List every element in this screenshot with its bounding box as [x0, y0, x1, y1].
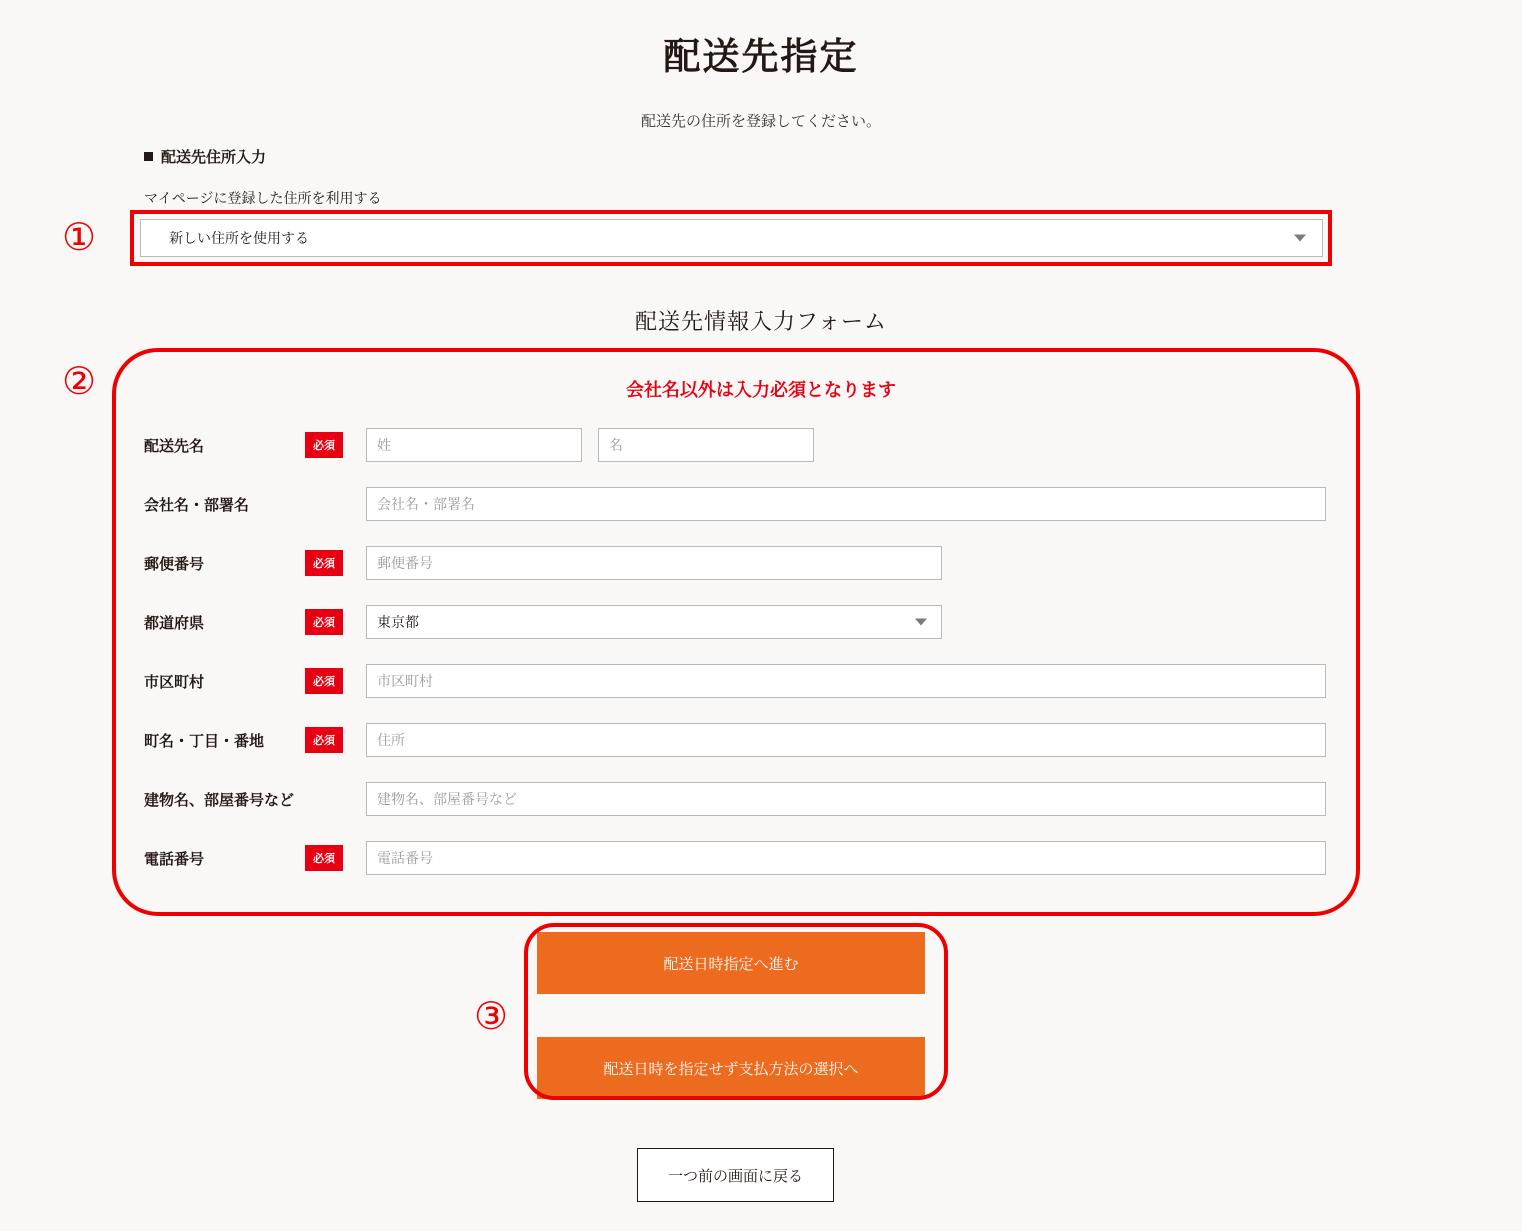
form-title: 配送先情報入力フォーム	[635, 309, 887, 334]
chevron-down-icon	[1294, 235, 1306, 242]
shipping-address-form	[144, 424, 1344, 896]
section-heading	[144, 146, 266, 167]
last-name-input[interactable]: 姓	[366, 428, 582, 462]
address-select[interactable]	[140, 219, 1323, 257]
company-input[interactable]: 会社名・部署名	[366, 487, 1326, 521]
form-row-company	[144, 483, 1344, 542]
address-select-value: 新しい住所を使用する	[169, 230, 309, 246]
row-label: 電話番号	[144, 851, 205, 868]
back-button[interactable]: 一つ前の画面に戻る	[637, 1148, 834, 1202]
form-row-recipient-name	[144, 424, 1344, 483]
prefecture-select[interactable]	[366, 605, 942, 639]
postal-code-input[interactable]: 郵便番号	[366, 546, 942, 580]
required-note: 会社名以外は入力必須となります	[626, 380, 896, 400]
row-label: 郵便番号	[144, 556, 205, 573]
required-badge: 必須	[305, 609, 343, 635]
form-row-phone	[144, 837, 1344, 896]
chevron-down-icon	[915, 619, 927, 626]
form-row-postal-code	[144, 542, 1344, 601]
phone-input[interactable]: 電話番号	[366, 841, 1326, 875]
page-title: 配送先指定	[663, 36, 859, 77]
form-row-street	[144, 719, 1344, 778]
annotation-marker-1: ①	[62, 215, 97, 259]
proceed-to-delivery-datetime-button[interactable]: 配送日時指定へ進む	[537, 932, 925, 994]
row-label: 配送先名	[144, 438, 205, 455]
first-name-input[interactable]: 名	[598, 428, 814, 462]
row-label: 会社名・部署名	[144, 497, 250, 514]
form-row-city	[144, 660, 1344, 719]
row-label: 町名・丁目・番地	[144, 733, 265, 750]
building-input[interactable]: 建物名、部屋番号など	[366, 782, 1326, 816]
skip-datetime-to-payment-button[interactable]: 配送日時を指定せず支払方法の選択へ	[537, 1037, 925, 1099]
mypage-address-label: マイページに登録した住所を利用する	[144, 190, 382, 206]
page-subtitle: 配送先の住所を登録してください。	[640, 113, 881, 130]
row-label: 市区町村	[144, 674, 205, 691]
required-badge: 必須	[305, 550, 343, 576]
form-row-prefecture	[144, 601, 1344, 660]
required-badge: 必須	[305, 845, 343, 871]
street-input[interactable]: 住所	[366, 723, 1326, 757]
required-badge: 必須	[305, 432, 343, 458]
prefecture-select-value: 東京都	[377, 614, 419, 630]
city-input[interactable]: 市区町村	[366, 664, 1326, 698]
annotation-marker-2: ②	[62, 359, 97, 403]
row-label: 都道府県	[144, 615, 205, 632]
row-label: 建物名、部屋番号など	[144, 792, 295, 809]
section-heading-label: 配送先住所入力	[161, 149, 267, 166]
square-bullet-icon	[144, 152, 153, 161]
required-badge: 必須	[305, 727, 343, 753]
required-badge: 必須	[305, 668, 343, 694]
form-row-building	[144, 778, 1344, 837]
annotation-marker-3: ③	[474, 994, 509, 1038]
